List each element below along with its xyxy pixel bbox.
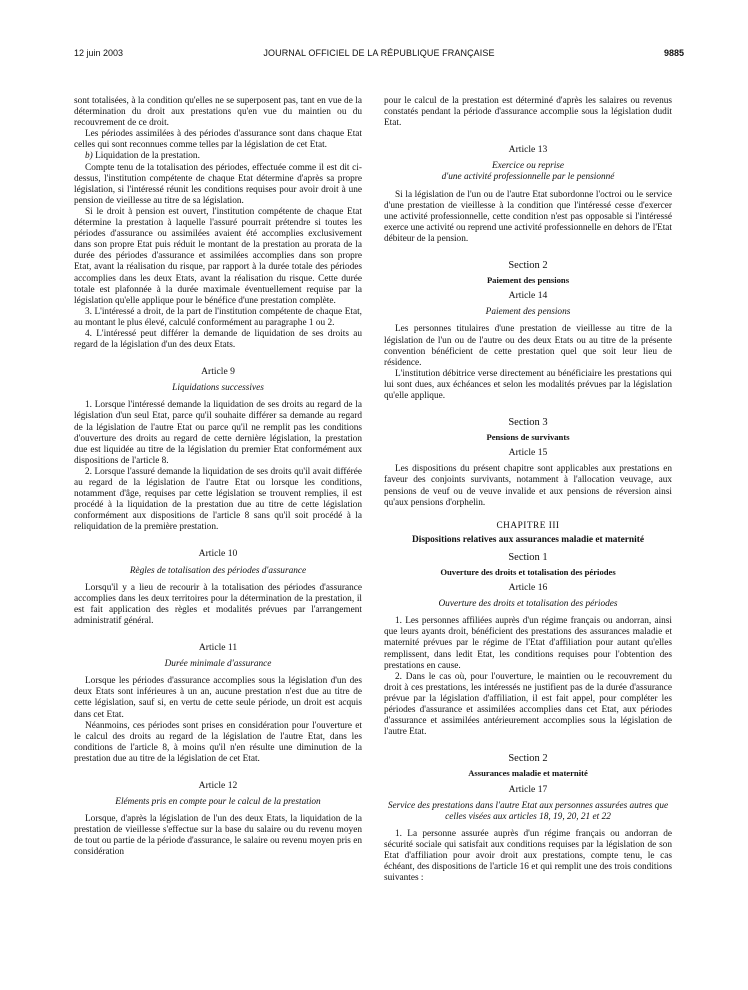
chapter-title: Dispositions relatives aux assurances maladie et maternité (411, 534, 645, 545)
paragraph: L'institution débitrice verse directement au bénéficiaire les prestations qui lui sont dues, aux échéances et selon les modalités prévues par la législation qu'elle applique. (384, 368, 672, 401)
article-heading: Article 9 (201, 366, 235, 378)
paragraph: 2. Lorsque l'assuré demande la liquidation de ses droits qu'il avait différée au regard de la législation de l'autre Etat ou lorsque les conditions, notamment d'âge, requises par cette législation se trouvent remplies, il est procédé à la liquidation de la prestation due au titre de cette législation conformément aux dispositions de l'article 8 sans qu'il soit procédé à la reliquidation de la première prestation. (74, 466, 362, 533)
paragraph: Si le droit à pension est ouvert, l'institution compétente de chaque Etat détermine la prestation à laquelle l'assuré pourrait prétendre si toutes les périodes d'assurance ou assimilées avaient été accomplies exclusivement dans son propre Etat puis réduit le montant de la prestation au prorata de la durée des périodes d'assurance et assimilées accomplies dans son propre Etat, avant la réalisation du risque, par rapport à la durée totale des périodes accomplies dans les deux Etats, avant la réalisation du risque. Cette durée totale est plafonnée à la durée maximale éventuellement requise par la législation qu'elle applique pour le bénéfice d'une prestation complète. (74, 206, 362, 306)
article-title: Eléments pris en compte pour le calcul de la prestation (115, 797, 321, 808)
paragraph: Les dispositions du présent chapitre sont applicables aux prestations en faveur des conjoints survivants, notamment à l'allocation veuvage, aux pensions de veuf ou de veuve invalide et aux pensions de réversion ainsi qu'aux pensions d'orphelin. (384, 464, 672, 508)
paragraph: Néanmoins, ces périodes sont prises en considération pour l'ouverture et le calcul des droits au regard de la législation de l'autre Etat, dans les conditions de l'article 8, à moins qu'il n'en résulte une diminution de la prestation due au titre de la législation de cet Etat. (74, 720, 362, 764)
section-heading: Section 2 (508, 260, 548, 272)
paragraph: sont totalisées, à la condition qu'elles ne se superposent pas, tant en vue de la détermination du droit aux prestations qu'en vue du maintien ou du recouvrement de ce droit. (74, 96, 362, 129)
header-date: 12 juin 2003 (74, 48, 124, 58)
article-heading: Article 13 (508, 144, 548, 156)
left-column (74, 96, 362, 859)
article-heading: Article 17 (508, 783, 548, 795)
article-title: Exercice ou reprise (491, 161, 565, 172)
paragraph: pour le calcul de la prestation est déterminé d'après les salaires ou revenus constatés pendant la période d'assurance accomplie sous la législation dudit Etat. (384, 96, 672, 129)
paragraph: 1. Lorsque l'intéressé demande la liquidation de ses droits au regard de la législation d'un seul Etat, parce qu'il souhaite différer sa demande au regard de la législation de l'autre Etat ou parce qu'il ne remplit pas les conditions d'ouverture des droits au regard de cette dernière législation, la prestation due est liquidée au titre de la législation du premier Etat conformément aux dispositions de l'article 8. (74, 400, 362, 466)
page-header (74, 48, 684, 62)
article-heading: Article 11 (198, 642, 238, 654)
paragraph: Lorsque, d'après la législation de l'un des deux Etats, la liquidation de la prestation de vieillesse s'effectue sur la base du salaire ou du revenu moyen de tout ou partie de la période d'assurance, le salaire ou revenu moyen pris en considération (74, 814, 362, 858)
article-heading: Article 16 (508, 582, 548, 594)
article-title: Liquidations successives (172, 383, 264, 394)
paragraph: 1. Les personnes affiliées auprès d'un régime français ou andorran, ainsi que leurs ayants droit, bénéficient des prestations des assurances maladie et maternité prévues par le régime de l'Etat d'affiliation pour autant qu'elles remplissent, dans ledit Etat, les conditions requises pour l'obtention des prestations en cause. (384, 616, 672, 671)
paragraph: Les personnes titulaires d'une prestation de vieillesse au titre de la législation de l'un ou de l'autre ou des deux Etats ou au titre de la présente convention bénéficient de cette prestation quel que soit leur lieu de résidence. (384, 324, 672, 368)
article-title: Ouverture des droits et totalisation des périodes (438, 599, 618, 610)
list-label: b) (85, 151, 93, 162)
article-heading: Article 12 (198, 779, 238, 791)
article-title: d'une activité professionnelle par le pensionné (441, 172, 615, 183)
article-title: Service des prestations dans l'autre Etat aux personnes assurées autres que celles visées aux articles 18, 19, 20, 21 et 22 (387, 800, 669, 822)
paragraph: 2. Dans le cas où, pour l'ouverture, le maintien ou le recouvrement du droit à ces prestations, les intéressés ne justifient pas de la durée d'assurance prévue par la législation d'affiliation, il est fait appel, pour compléter les périodes d'assurance et assimilées accomplies dans cet Etat, aux périodes d'assurance et assimilées antérieurement accomplies sous la législation de l'autre Etat. (384, 671, 672, 738)
article-heading: Article 10 (198, 548, 238, 560)
section-heading: Section 1 (508, 551, 548, 563)
section-title: Assurances maladie et maternité (468, 768, 588, 779)
chapter-heading: CHAPITRE III (496, 520, 560, 531)
paragraph-text: Liquidation de la prestation. (92, 151, 200, 162)
paragraph: Les périodes assimilées à des périodes d'assurance sont dans chaque Etat celles qui sont reconnues comme telles par la législation de cet Etat. (74, 129, 362, 151)
paragraph: 1. La personne assurée auprès d'un régime français ou andorran de sécurité sociale qui satisfait aux conditions requises par la législation de son Etat d'affiliation pour avoir droit aux prestations, compte tenu, le cas échéant, des dispositions de l'article 16 et qui remplit une des trois conditions suivantes : (384, 828, 672, 884)
section-heading: Section 2 (508, 753, 548, 765)
paragraph: Compte tenu de la totalisation des périodes, effectuée comme il est dit ci-dessus, l'institution compétente de chaque Etat détermine d'après sa propre législation, si l'intéressé réunit les conditions requises pour avoir droit à une pension de vieillesse au titre de sa législation. (74, 162, 362, 206)
article-title: Règles de totalisation des périodes d'assurance (129, 565, 307, 576)
article-title: Paiement des pensions (485, 307, 571, 318)
paragraph: Lorsque les périodes d'assurance accomplies sous la législation d'un des deux Etats sont inférieures à un an, aucune prestation n'est due au titre de cette législation, sauf si, en vertu de cette seule période, un droit est acquis dans cet Etat. (74, 676, 362, 720)
right-column (384, 96, 672, 884)
paragraph (74, 151, 362, 162)
paragraph: Lorsqu'il y a lieu de recourir à la totalisation des périodes d'assurance accomplies dans les deux territoires pour la détermination de la prestation, il est fait application des règles et modalités prévues par l'arrangement administratif général. (74, 582, 362, 626)
paragraph: Si la législation de l'un ou de l'autre Etat subordonne l'octroi ou le service d'une prestation de vieillesse à la condition que l'intéressé cesse d'exercer une activité professionnelle, cette condition n'est pas opposable si l'intéressé exerce une activité ou reprend une activité professionnelle en dehors de l'Etat débiteur de la pension. (384, 189, 672, 244)
article-heading: Article 14 (508, 290, 548, 302)
journal-title: JOURNAL OFFICIEL DE LA RÉPUBLIQUE FRANÇAISE (263, 48, 495, 58)
section-title: Ouverture des droits et totalisation des périodes (440, 567, 616, 577)
page-number: 9885 (663, 48, 684, 58)
section-title: Pensions de survivants (486, 432, 570, 443)
section-heading: Section 3 (508, 417, 548, 429)
article-heading: Article 15 (508, 447, 548, 459)
article-title: Durée minimale d'assurance (164, 659, 272, 670)
paragraph: 4. L'intéressé peut différer la demande de liquidation de ses droits au regard de la législation d'un des deux Etats. (74, 328, 362, 351)
section-title: Paiement des pensions (486, 275, 570, 286)
paragraph: 3. L'intéressé a droit, de la part de l'institution compétente de chaque Etat, au montant le plus élevé, calculé conformément au paragraphe 1 ou 2. (74, 306, 362, 328)
